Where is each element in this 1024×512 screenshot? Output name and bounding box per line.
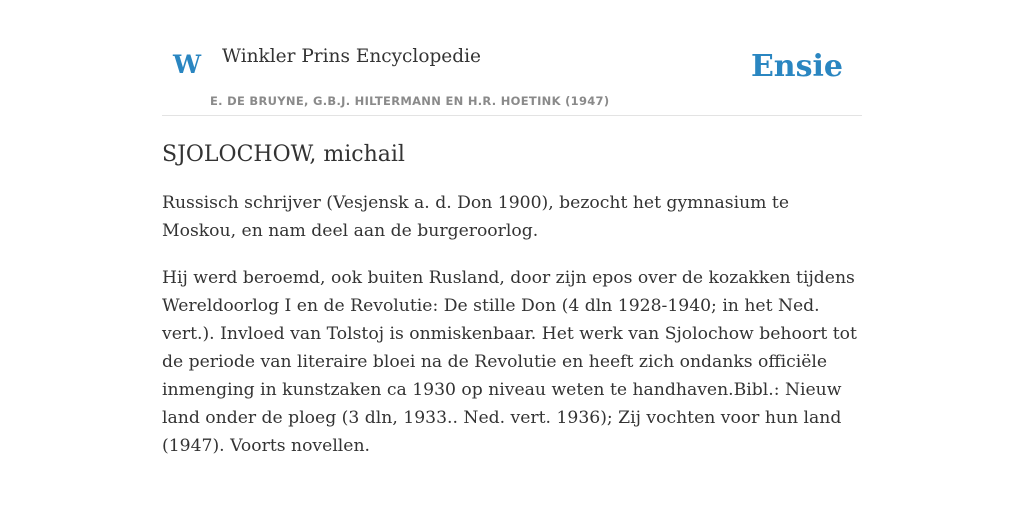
page (162, 0, 862, 460)
header (162, 0, 862, 116)
source-logo[interactable]: W (173, 50, 202, 79)
brand-logo-link[interactable]: Ensie (750, 49, 843, 84)
entry-title: SJOLOCHOW, michail (162, 142, 405, 167)
book-authors: E. DE BRUYNE, G.B.J. HILTERMANN EN H.R. HOETINK (1947) (210, 94, 610, 108)
entry-paragraph: Hij werd beroemd, ook buiten Rusland, door zijn epos over de kozakken tijdens Wereldoorlog I en de Revolutie: De stille Don (4 dln 1928-1940; in het Ned. vert.). Invloed van Tolstoj is onmiskenbaar. Het werk van Sjolochow behoort tot de periode van literaire bloei na de Revolutie en heeft zich ondanks officiële inmenging in kunstzaken ca 1930 op niveau weten te handhaven.Bibl.: Nieuw land onder de ploeg (3 dln, 1933.. Ned. vert. 1936); Zij vochten voor hun land (1947). Voorts novellen. (162, 268, 857, 457)
entry-paragraph: Russisch schrijver (Vesjensk a. d. Don 1900), bezocht het gymnasium te Moskou, en nam deel aan de burgeroorlog. (162, 193, 789, 242)
book-title[interactable]: Winkler Prins Encyclopedie (222, 46, 481, 67)
